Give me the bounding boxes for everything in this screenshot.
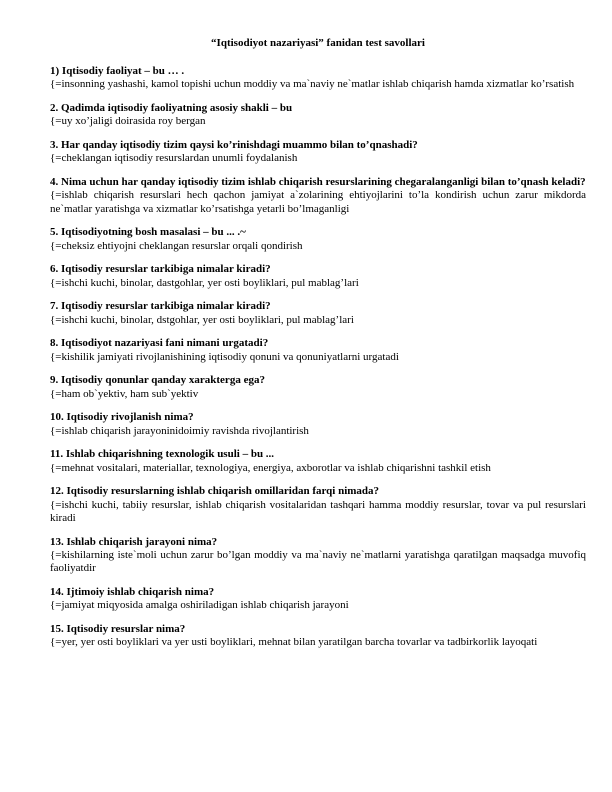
answer-text: {=yer, yer osti boyliklari va yer usti boyliklari, mehnat bilan yaratilgan barcha tovarlar va tadbirkorlik layoqati: [50, 636, 538, 649]
question-item: [50, 337, 586, 363]
question-item: [50, 623, 586, 649]
answer-text: {=ishlab chiqarish jarayoninidoimiy ravishda rivojlantirish: [50, 424, 309, 437]
answer-text: {=kishilarning iste`moli uchun zarur bo’lgan moddiy va ma`naviy ne`matlarni yaratishga qaratilgan maqsadga muvofiq faoliyatdir: [50, 548, 586, 575]
question-text: 13. Ishlab chiqarish jarayoni nima?: [50, 535, 218, 548]
answer-text: {=cheksiz ehtiyojni cheklangan resurslar orqali qondirish: [50, 239, 303, 252]
question-item: [50, 374, 586, 400]
question-text: 2. Qadimda iqtisodiy faoliyatning asosiy shakli – bu: [50, 102, 293, 115]
question-item: [50, 300, 586, 326]
question-item: [50, 536, 586, 576]
answer-text: {=ishchi kuchi, tabiiy resurslar, ishlab chiqarish vositalaridan tashqari hamma moddiy resurslar, tovar va pul resurslari kiradi: [50, 498, 586, 524]
question-text: 12. Iqtisodiy resurslarning ishlab chiqarish omillaridan farqi nimada?: [50, 485, 380, 498]
question-item: [50, 139, 586, 165]
question-text: 15. Iqtisodiy resurslar nima?: [50, 622, 186, 635]
answer-text: {=ishchi kuchi, binolar, dastgohlar, yer osti boyliklari, pul mablag’lari: [50, 276, 359, 289]
question-text: 9. Iqtisodiy qonunlar qanday xarakterga ega?: [50, 374, 265, 387]
question-text: 3. Har qanday iqtisodiy tizim qaysi ko’rinishdagi muammo bilan to’qnashadi?: [50, 139, 418, 152]
question-item: [50, 586, 586, 612]
question-text: 11. Ishlab chiqarishning texnologik usuli – bu ...: [50, 448, 275, 461]
document-title: “Iqtisodiyot nazariyasi” fanidan test savollari: [211, 37, 425, 49]
question-item: [50, 411, 586, 437]
question-item: [50, 485, 586, 525]
answer-text: {=jamiyat miqyosida amalga oshiriladigan ishlab chiqarish jarayoni: [50, 599, 349, 612]
answer-text: {=ishlab chiqarish resurslari hech qachon jamiyat a`zolarining ehtiyojlarini to’la kondirish uchun zarur mikdorda ne`matlar yaratishga va xizmatlar ko’rsatishga yetarli bo’lmaganligi: [50, 189, 586, 215]
question-item: [50, 102, 586, 128]
answer-text: {=cheklangan iqtisodiy resurslardan unumli foydalanish: [50, 152, 298, 165]
question-item: [50, 263, 586, 289]
answer-text: {=kishilik jamiyati rivojlanishining iqtisodiy qonuni va qonuniyatlarni urgatadi: [50, 350, 399, 363]
answer-text: {=ham ob`yektiv, ham sub`yektiv: [50, 387, 199, 400]
answer-text: {=uy xo’jaligi doirasida roy bergan: [50, 115, 206, 128]
question-text: 7. Iqtisodiy resurslar tarkibiga nimalar kiradi?: [50, 300, 271, 313]
question-text: 5. Iqtisodiyotning bosh masalasi – bu ... .~: [50, 226, 246, 239]
question-item: [50, 65, 586, 91]
answer-text: {=mehnat vositalari, materiallar, texnologiya, energiya, axborotlar va ishlab chiqarishni tashkil etish: [50, 461, 491, 474]
document-page: [50, 37, 586, 660]
question-item: [50, 226, 586, 252]
question-text: 6. Iqtisodiy resurslar tarkibiga nimalar kiradi?: [50, 263, 271, 276]
answer-text: {=ishchi kuchi, binolar, dstgohlar, yer osti boyliklari, pul mablag’lari: [50, 313, 354, 326]
question-text: 14. Ijtimoiy ishlab chiqarish nima?: [50, 585, 215, 598]
question-text: 10. Iqtisodiy rivojlanish nima?: [50, 411, 194, 424]
question-item: [50, 448, 586, 474]
question-item: [50, 176, 586, 216]
question-text: 4. Nima uchun har qanday iqtisodiy tizim ishlab chiqarish resurslarining chegaralanganligi bilan to’qnash keladi?: [50, 176, 586, 189]
question-text: 8. Iqtisodiyot nazariyasi fani nimani urgatadi?: [50, 337, 269, 350]
answer-text: {=insonning yashashi, kamol topishi uchun moddiy va ma`naviy ne`matlar ishlab chiqarish hamda xizmatlar ko’rsatish: [50, 78, 575, 91]
question-text: 1) Iqtisodiy faoliyat – bu … .: [50, 65, 185, 78]
